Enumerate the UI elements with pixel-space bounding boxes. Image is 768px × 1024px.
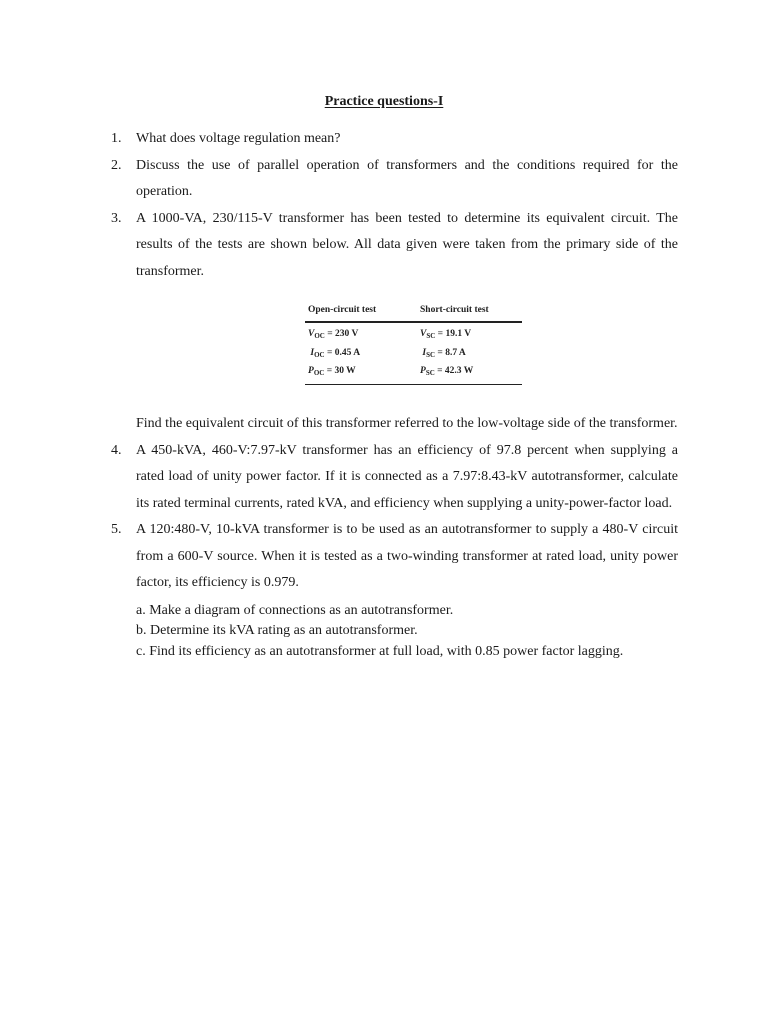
question-3	[111, 206, 678, 438]
table-row	[305, 363, 522, 382]
question-number: 1.	[111, 131, 122, 146]
table-cell-psc: $P_{SC} = 42.3$ W	[420, 366, 474, 378]
question-text: Discuss the use of parallel operation of transformers and the conditions required for the operation.	[136, 157, 678, 199]
table-header-short-circuit: Short-circuit test	[420, 305, 489, 315]
table-header-open-circuit: Open-circuit test	[308, 305, 377, 315]
question-text: A 120:480-V, 10-kVA transformer is to be used as an autotransformer to supply a 480-V circuit from a 600-V source. When it is tested as a two-winding transformer at rated load, unity power factor, its efficiency is 0.979.	[136, 522, 678, 590]
question-followup: Find the equivalent circuit of this transformer referred to the low-voltage side of the transformer.	[136, 416, 678, 431]
question-4	[111, 438, 678, 518]
subpart-b: b. Determine its kVA rating as an autotransformer.	[136, 623, 418, 638]
table-header-row	[305, 299, 522, 321]
table-cell-ioc: $I_{OC} = 0.45$ A	[310, 347, 361, 359]
question-number: 3.	[111, 210, 122, 226]
question-list	[111, 126, 678, 662]
table-bottom-rule	[305, 384, 522, 385]
table-cell-isc: $I_{SC} = 8.7$ A	[422, 347, 466, 359]
question-number: 2.	[111, 157, 122, 173]
subpart-list	[136, 601, 678, 663]
question-number: 5.	[111, 522, 122, 537]
question-text: A 1000-VA, 230/115-V transformer has been tested to determine its equivalent circuit. The results of the tests are shown below. All data given were taken from the primary side of the transformer.	[136, 210, 678, 279]
subpart-a: a. Make a diagram of connections as an autotransformer.	[136, 602, 454, 618]
question-text: What does voltage regulation mean?	[136, 131, 341, 146]
question-5	[111, 517, 678, 662]
subpart-c: c. Find its efficiency as an autotransformer at full load, with 0.85 power factor lagging.	[136, 643, 624, 659]
test-results-table	[305, 299, 522, 385]
table-cell-vsc: $V_{SC} = 19.1$ V	[420, 329, 472, 341]
table-row	[305, 326, 522, 345]
question-text: A 450-kVA, 460-V:7.97-kV transformer has an efficiency of 97.8 percent when supplying a rated load of unity power factor. If it is connected as a 7.97:8.43-kV autotransformer, calculate its rated terminal currents, rated kVA, and efficiency when supplying a unity-power-factor load.	[136, 442, 678, 511]
table-row	[305, 344, 522, 363]
table-cell-poc: $P_{OC} = 30$ W	[308, 366, 356, 378]
question-2	[111, 153, 678, 206]
page-title: Practice questions-I	[324, 94, 444, 109]
question-number: 4.	[111, 442, 122, 458]
table-cell-voc: $V_{OC} = 230$ V	[308, 329, 359, 341]
question-1	[111, 126, 678, 153]
table-divider	[305, 321, 522, 323]
